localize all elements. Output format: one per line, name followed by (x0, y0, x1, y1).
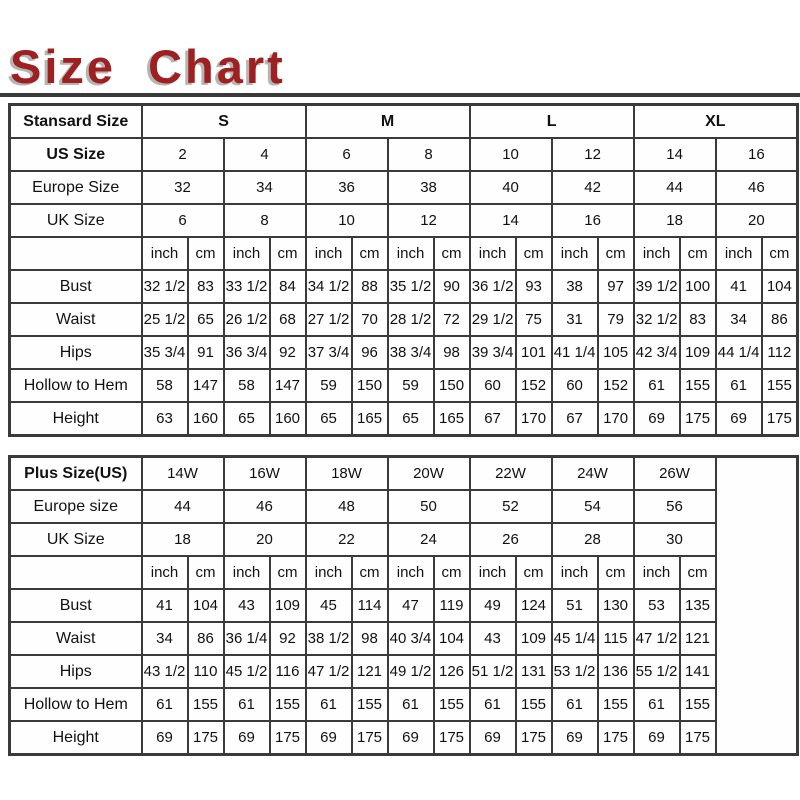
data-cell: 31 (552, 303, 598, 336)
data-cell: 105 (598, 336, 634, 369)
table-row (10, 270, 798, 303)
table-row (10, 556, 798, 589)
data-cell: inch (470, 237, 516, 270)
data-cell: 39 3/4 (470, 336, 516, 369)
data-cell: inch (224, 237, 270, 270)
data-cell: 155 (352, 688, 388, 721)
data-cell: cm (270, 556, 306, 589)
row-label-cell: Hollow to Hem (10, 369, 142, 402)
data-cell: 61 (388, 688, 434, 721)
data-cell: 54 (552, 490, 634, 523)
data-cell: 24W (552, 457, 634, 491)
row-label-cell: Height (10, 402, 142, 436)
data-cell: 175 (352, 721, 388, 755)
row-label-cell (10, 237, 142, 270)
data-cell: 65 (388, 402, 434, 436)
data-cell: 155 (188, 688, 224, 721)
data-cell: 25 1/2 (142, 303, 188, 336)
data-cell: 84 (270, 270, 306, 303)
data-cell: 175 (598, 721, 634, 755)
row-label-cell: Hips (10, 336, 142, 369)
table-row (10, 105, 798, 139)
header-cell: S (142, 105, 306, 139)
data-cell: 14 (634, 138, 716, 171)
data-cell: 8 (224, 204, 306, 237)
data-cell: 130 (598, 589, 634, 622)
data-cell: 6 (142, 204, 224, 237)
data-cell: 96 (352, 336, 388, 369)
data-cell: 27 1/2 (306, 303, 352, 336)
data-cell: 36 1/2 (470, 270, 516, 303)
table-row (10, 138, 798, 171)
data-cell: 46 (224, 490, 306, 523)
table-row (10, 688, 798, 721)
data-cell: 92 (270, 622, 306, 655)
data-cell: 67 (552, 402, 598, 436)
data-cell: 32 1/2 (142, 270, 188, 303)
data-cell: 61 (224, 688, 270, 721)
data-cell: 20 (224, 523, 306, 556)
data-cell: 43 1/2 (142, 655, 188, 688)
data-cell: inch (388, 237, 434, 270)
data-cell: 126 (434, 655, 470, 688)
data-cell: 83 (188, 270, 224, 303)
table-row (10, 204, 798, 237)
table-row (10, 589, 798, 622)
data-cell: 86 (188, 622, 224, 655)
data-cell: 38 (388, 171, 470, 204)
data-cell: 155 (516, 688, 552, 721)
data-cell: cm (270, 237, 306, 270)
row-label-cell: Bust (10, 589, 142, 622)
data-cell: cm (598, 556, 634, 589)
data-cell: 41 (142, 589, 188, 622)
row-label-cell: Hips (10, 655, 142, 688)
data-cell: 112 (762, 336, 798, 369)
data-cell: 55 1/2 (634, 655, 680, 688)
data-cell: 63 (142, 402, 188, 436)
data-cell: 34 (224, 171, 306, 204)
row-label-cell: Height (10, 721, 142, 755)
data-cell: 109 (680, 336, 716, 369)
data-cell: 37 3/4 (306, 336, 352, 369)
data-cell: 16 (552, 204, 634, 237)
data-cell: inch (388, 556, 434, 589)
header-cell: L (470, 105, 634, 139)
data-cell: 155 (680, 369, 716, 402)
data-cell: 65 (306, 402, 352, 436)
data-cell: cm (762, 237, 798, 270)
data-cell: 16W (224, 457, 306, 491)
data-cell: inch (306, 556, 352, 589)
data-cell: 68 (270, 303, 306, 336)
data-cell: 69 (142, 721, 188, 755)
data-cell: 34 (142, 622, 188, 655)
data-cell: 155 (762, 369, 798, 402)
data-cell: 61 (634, 369, 680, 402)
data-cell: 155 (270, 688, 306, 721)
data-cell: 119 (434, 589, 470, 622)
data-cell: cm (598, 237, 634, 270)
data-cell: 34 (716, 303, 762, 336)
data-cell: 100 (680, 270, 716, 303)
data-cell: inch (142, 237, 188, 270)
data-cell: cm (352, 237, 388, 270)
data-cell: 175 (680, 721, 716, 755)
data-cell: 61 (142, 688, 188, 721)
data-cell: 141 (680, 655, 716, 688)
row-label-cell: UK Size (10, 523, 142, 556)
header-cell: M (306, 105, 470, 139)
data-cell: 155 (434, 688, 470, 721)
data-cell: 2 (142, 138, 224, 171)
data-cell: 33 1/2 (224, 270, 270, 303)
data-cell: 58 (224, 369, 270, 402)
table-row (10, 402, 798, 436)
data-cell: 43 (470, 622, 516, 655)
data-cell: 110 (188, 655, 224, 688)
row-label-cell (10, 556, 142, 589)
empty-cell (716, 457, 798, 755)
data-cell: inch (470, 556, 516, 589)
data-cell: 152 (598, 369, 634, 402)
data-cell: 6 (306, 138, 388, 171)
data-cell: 147 (270, 369, 306, 402)
data-cell: inch (552, 556, 598, 589)
data-cell: 28 (552, 523, 634, 556)
data-cell: 98 (434, 336, 470, 369)
data-cell: 69 (634, 402, 680, 436)
data-cell: 8 (388, 138, 470, 171)
row-label-cell: Europe Size (10, 171, 142, 204)
data-cell: 97 (598, 270, 634, 303)
data-cell: 175 (434, 721, 470, 755)
table-row (10, 237, 798, 270)
data-cell: 51 1/2 (470, 655, 516, 688)
standard-size-table-container (0, 103, 800, 437)
data-cell: 4 (224, 138, 306, 171)
data-cell: 26 1/2 (224, 303, 270, 336)
data-cell: 50 (388, 490, 470, 523)
data-cell: inch (142, 556, 188, 589)
data-cell: 72 (434, 303, 470, 336)
data-cell: 83 (680, 303, 716, 336)
data-cell: 59 (306, 369, 352, 402)
data-cell: cm (680, 556, 716, 589)
data-cell: 43 (224, 589, 270, 622)
data-cell: 18 (634, 204, 716, 237)
data-cell: inch (634, 556, 680, 589)
data-cell: 58 (142, 369, 188, 402)
data-cell: 61 (634, 688, 680, 721)
data-cell: 61 (716, 369, 762, 402)
data-cell: 59 (388, 369, 434, 402)
data-cell: cm (680, 237, 716, 270)
data-cell: 101 (516, 336, 552, 369)
data-cell: 47 1/2 (634, 622, 680, 655)
data-cell: 109 (516, 622, 552, 655)
data-cell: cm (516, 556, 552, 589)
data-cell: 26W (634, 457, 716, 491)
data-cell: 160 (270, 402, 306, 436)
data-cell: 42 3/4 (634, 336, 680, 369)
standard-size-table (8, 103, 799, 437)
data-cell: 46 (716, 171, 798, 204)
data-cell: 53 (634, 589, 680, 622)
data-cell: 39 1/2 (634, 270, 680, 303)
data-cell: 47 1/2 (306, 655, 352, 688)
data-cell: 61 (470, 688, 516, 721)
data-cell: 175 (270, 721, 306, 755)
data-cell: 98 (352, 622, 388, 655)
data-cell: 93 (516, 270, 552, 303)
data-cell: 10 (470, 138, 552, 171)
data-cell: 32 1/2 (634, 303, 680, 336)
data-cell: 60 (552, 369, 598, 402)
data-cell: 147 (188, 369, 224, 402)
data-cell: 48 (306, 490, 388, 523)
data-cell: 69 (470, 721, 516, 755)
data-cell: 35 3/4 (142, 336, 188, 369)
data-cell: 40 (470, 171, 552, 204)
title-underline (0, 93, 800, 97)
data-cell: 44 1/4 (716, 336, 762, 369)
data-cell: inch (552, 237, 598, 270)
data-cell: 44 (634, 171, 716, 204)
data-cell: 69 (224, 721, 270, 755)
table-row (10, 369, 798, 402)
data-cell: 90 (434, 270, 470, 303)
table-row (10, 490, 798, 523)
row-label-cell: Waist (10, 622, 142, 655)
data-cell: 165 (352, 402, 388, 436)
data-cell: 65 (224, 402, 270, 436)
data-cell: 91 (188, 336, 224, 369)
row-label-cell: US Size (10, 138, 142, 171)
row-label-cell: Europe size (10, 490, 142, 523)
data-cell: 69 (552, 721, 598, 755)
data-cell: 45 1/4 (552, 622, 598, 655)
data-cell: 115 (598, 622, 634, 655)
data-cell: 116 (270, 655, 306, 688)
data-cell: 52 (470, 490, 552, 523)
data-cell: 170 (598, 402, 634, 436)
data-cell: 53 1/2 (552, 655, 598, 688)
data-cell: 104 (434, 622, 470, 655)
data-cell: 175 (762, 402, 798, 436)
header-cell: XL (634, 105, 798, 139)
data-cell: 88 (352, 270, 388, 303)
data-cell: 30 (634, 523, 716, 556)
row-label-cell: Bust (10, 270, 142, 303)
row-label-cell: Plus Size(US) (10, 457, 142, 491)
data-cell: 14W (142, 457, 224, 491)
data-cell: 12 (388, 204, 470, 237)
table-row (10, 171, 798, 204)
data-cell: 69 (306, 721, 352, 755)
data-cell: 65 (188, 303, 224, 336)
data-cell: 32 (142, 171, 224, 204)
data-cell: 22W (470, 457, 552, 491)
data-cell: cm (434, 237, 470, 270)
data-cell: 38 (552, 270, 598, 303)
data-cell: 86 (762, 303, 798, 336)
data-cell: 22 (306, 523, 388, 556)
data-cell: 16 (716, 138, 798, 171)
data-cell: 155 (598, 688, 634, 721)
data-cell: 38 1/2 (306, 622, 352, 655)
data-cell: 152 (516, 369, 552, 402)
plus-size-table (8, 455, 799, 756)
table-row (10, 303, 798, 336)
data-cell: 18W (306, 457, 388, 491)
row-label-cell: Hollow to Hem (10, 688, 142, 721)
data-cell: 20W (388, 457, 470, 491)
data-cell: 104 (762, 270, 798, 303)
data-cell: 61 (552, 688, 598, 721)
data-cell: 109 (270, 589, 306, 622)
data-cell: 114 (352, 589, 388, 622)
data-cell: 26 (470, 523, 552, 556)
row-label-cell: Stansard Size (10, 105, 142, 139)
table-row (10, 336, 798, 369)
data-cell: 24 (388, 523, 470, 556)
data-cell: 104 (188, 589, 224, 622)
table-row (10, 622, 798, 655)
page-title: Size Chart (10, 40, 286, 93)
data-cell: 135 (680, 589, 716, 622)
data-cell: inch (224, 556, 270, 589)
data-cell: 41 1/4 (552, 336, 598, 369)
data-cell: cm (352, 556, 388, 589)
plus-size-table-container (0, 455, 800, 756)
data-cell: 34 1/2 (306, 270, 352, 303)
data-cell: 51 (552, 589, 598, 622)
data-cell: 160 (188, 402, 224, 436)
data-cell: 175 (680, 402, 716, 436)
data-cell: 121 (352, 655, 388, 688)
table-row (10, 655, 798, 688)
data-cell: 35 1/2 (388, 270, 434, 303)
data-cell: 69 (634, 721, 680, 755)
data-cell: 131 (516, 655, 552, 688)
data-cell: 12 (552, 138, 634, 171)
data-cell: 38 3/4 (388, 336, 434, 369)
data-cell: 40 3/4 (388, 622, 434, 655)
data-cell: 170 (516, 402, 552, 436)
data-cell: 79 (598, 303, 634, 336)
data-cell: 45 (306, 589, 352, 622)
table-row (10, 523, 798, 556)
data-cell: 36 (306, 171, 388, 204)
data-cell: 124 (516, 589, 552, 622)
data-cell: inch (306, 237, 352, 270)
data-cell: 36 3/4 (224, 336, 270, 369)
data-cell: 36 1/4 (224, 622, 270, 655)
data-cell: 45 1/2 (224, 655, 270, 688)
data-cell: 49 1/2 (388, 655, 434, 688)
data-cell: 150 (352, 369, 388, 402)
row-label-cell: Waist (10, 303, 142, 336)
data-cell: 165 (434, 402, 470, 436)
data-cell: 47 (388, 589, 434, 622)
table-row (10, 457, 798, 491)
data-cell: 155 (680, 688, 716, 721)
data-cell: 41 (716, 270, 762, 303)
table-row (10, 721, 798, 755)
data-cell: cm (188, 237, 224, 270)
data-cell: 75 (516, 303, 552, 336)
data-cell: 42 (552, 171, 634, 204)
data-cell: 150 (434, 369, 470, 402)
data-cell: 92 (270, 336, 306, 369)
data-cell: 69 (388, 721, 434, 755)
row-label-cell: UK Size (10, 204, 142, 237)
data-cell: 20 (716, 204, 798, 237)
data-cell: inch (716, 237, 762, 270)
data-cell: cm (516, 237, 552, 270)
data-cell: 10 (306, 204, 388, 237)
data-cell: inch (634, 237, 680, 270)
data-cell: 56 (634, 490, 716, 523)
data-cell: 61 (306, 688, 352, 721)
data-cell: 49 (470, 589, 516, 622)
data-cell: cm (188, 556, 224, 589)
data-cell: 29 1/2 (470, 303, 516, 336)
data-cell: 136 (598, 655, 634, 688)
data-cell: 67 (470, 402, 516, 436)
data-cell: 18 (142, 523, 224, 556)
data-cell: 60 (470, 369, 516, 402)
data-cell: 175 (516, 721, 552, 755)
data-cell: cm (434, 556, 470, 589)
data-cell: 121 (680, 622, 716, 655)
data-cell: 28 1/2 (388, 303, 434, 336)
data-cell: 175 (188, 721, 224, 755)
data-cell: 44 (142, 490, 224, 523)
data-cell: 69 (716, 402, 762, 436)
data-cell: 14 (470, 204, 552, 237)
data-cell: 70 (352, 303, 388, 336)
